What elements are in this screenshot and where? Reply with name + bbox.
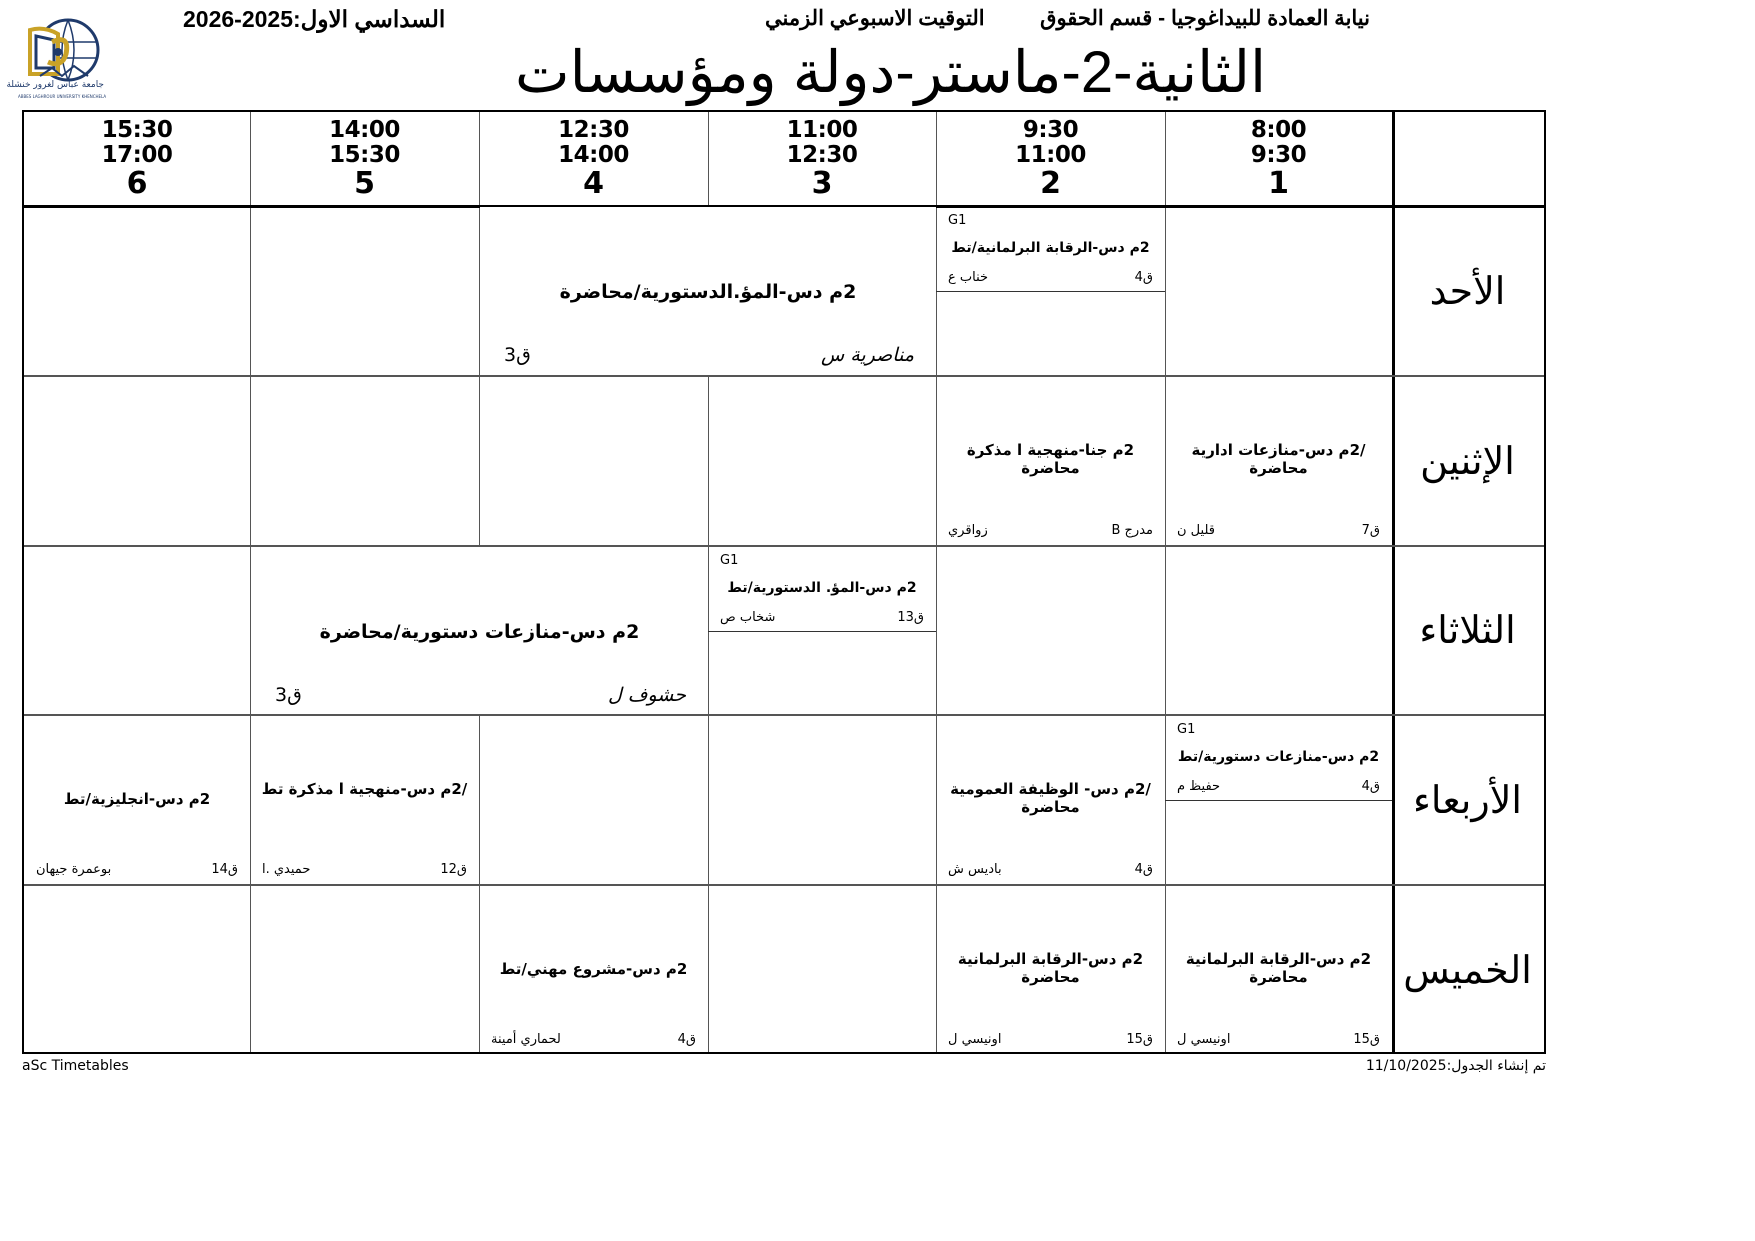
subject-label: 2م جنا-منهجية ا مذكرة محاضرة [966,441,1135,477]
room-label: ق12 [440,862,467,877]
teacher-label: زواقري [948,523,988,538]
teacher-label: بوعمرة جيهان [36,862,112,877]
subject-label: 2م دس-المؤ.الدستورية/محاضرة [559,281,857,303]
generator-label: aSc Timetables [22,1058,129,1074]
group-label: G1 [1177,722,1196,737]
semester-label: السداسي الاول:2025-2026 [183,6,446,32]
subject-label: /2م دس-منازعات ادارية محاضرة [1191,441,1366,477]
day-monday: الإثنين [1420,440,1515,483]
period-header-5: 14:00 15:30 5 [329,117,400,201]
day-thursday: الخميس [1403,949,1532,992]
page-title: الثانية-2-ماستر-دولة ومؤسسات [515,40,1267,105]
room-label: مدرج B [1111,523,1153,538]
university-logo [6,12,107,104]
logo-caption: جامعة عباس لغرور خنشلة [6,80,104,90]
subject-label: 2م دس-المؤ. الدستورية/تط [727,580,917,596]
deanery-label: نيابة العمادة للبيداغوجيا - قسم الحقوق [1040,7,1370,30]
teacher-label: شخاب ص [720,610,776,625]
teacher-label: اونيسي ل [948,1032,1002,1047]
room-label: ق3 [504,344,531,366]
subject-label: 2م دس-الرقابة البرلمانية محاضرة [1185,950,1372,986]
room-label: ق4 [1361,779,1380,794]
lesson-card-thu-p4[interactable] [479,886,708,1054]
lesson-card-wed-p2[interactable] [936,716,1165,884]
subject-label: 2م دس-انجليزية/تط [63,790,211,808]
logo-caption-en: ABBES LAGHROUR UNIVERSITY KHENCHELA [18,94,107,99]
period-header-6: 15:30 17:00 6 [101,117,173,201]
period-header-1: 8:00 9:30 1 [1250,117,1307,201]
room-label: ق3 [275,684,302,706]
teacher-label: قليل ن [1177,523,1215,538]
teacher-label: مناصرية س [820,344,914,366]
room-label: ق13 [897,610,924,625]
room-label: ق15 [1126,1032,1153,1047]
subject-label: 2م دس-منازعات دستورية/محاضرة [319,621,640,643]
timetable-grid [22,110,1546,1054]
day-tuesday: الثلاثاء [1419,610,1516,652]
day-sunday: الأحد [1429,270,1506,313]
subject-label: 2م دس-الرقابة البرلمانية/تط [951,240,1150,256]
lesson-card-thu-p1[interactable] [1165,886,1392,1054]
room-label: ق4 [677,1032,696,1047]
period-header-4: 12:30 14:00 4 [558,117,629,201]
period-header-2: 9:30 11:00 2 [1015,117,1086,201]
room-label: ق4 [1134,862,1153,877]
teacher-label: حميدي .ا [262,862,311,877]
lesson-card-wed-p5[interactable] [250,716,479,884]
group-label: G1 [948,213,967,228]
lesson-card-sun-p2[interactable] [936,207,1165,292]
room-label: ق15 [1353,1032,1380,1047]
lesson-card-sun-p3-4[interactable] [480,207,936,375]
lesson-card-thu-p2[interactable] [936,886,1165,1054]
room-label: ق14 [211,862,238,877]
teacher-label: لحماري أمينة [491,1032,561,1047]
subject-label: 2م دس-مشروع مهني/تط [499,960,688,978]
teacher-label: اونيسي ل [1177,1032,1231,1047]
subject-label: /2م دس- الوظيفة العمومية محاضرة [950,780,1151,816]
created-date-label: تم إنشاء الجدول:11/10/2025 [1365,1058,1546,1074]
teacher-label: حفيظ م [1177,779,1221,794]
room-label: ق4 [1134,270,1153,285]
lesson-card-tue-p3[interactable] [708,547,936,632]
university-logo-icon [6,12,107,104]
subject-label: /2م دس-منهجية ا مذكرة تط [261,780,468,798]
room-label: ق7 [1361,523,1380,538]
subject-label: 2م دس-الرقابة البرلمانية محاضرة [957,950,1144,986]
lesson-card-wed-p1[interactable] [1165,716,1392,801]
lesson-card-mon-p1[interactable] [1165,377,1392,545]
period-header-3: 11:00 12:30 3 [786,117,858,201]
group-label: G1 [720,553,739,568]
lesson-card-wed-p6[interactable] [24,716,250,884]
doc-type-label: التوقيت الاسبوعي الزمني [765,7,985,30]
lesson-card-mon-p2[interactable] [936,377,1165,545]
day-wednesday: الأربعاء [1413,779,1522,822]
subject-label: 2م دس-منازعات دستورية/تط [1177,749,1380,765]
lesson-card-tue-p4-5[interactable] [251,547,708,714]
teacher-label: باديس ش [948,862,1002,877]
teacher-label: حشوف ل [607,684,686,706]
teacher-label: خناب ع [948,270,989,285]
